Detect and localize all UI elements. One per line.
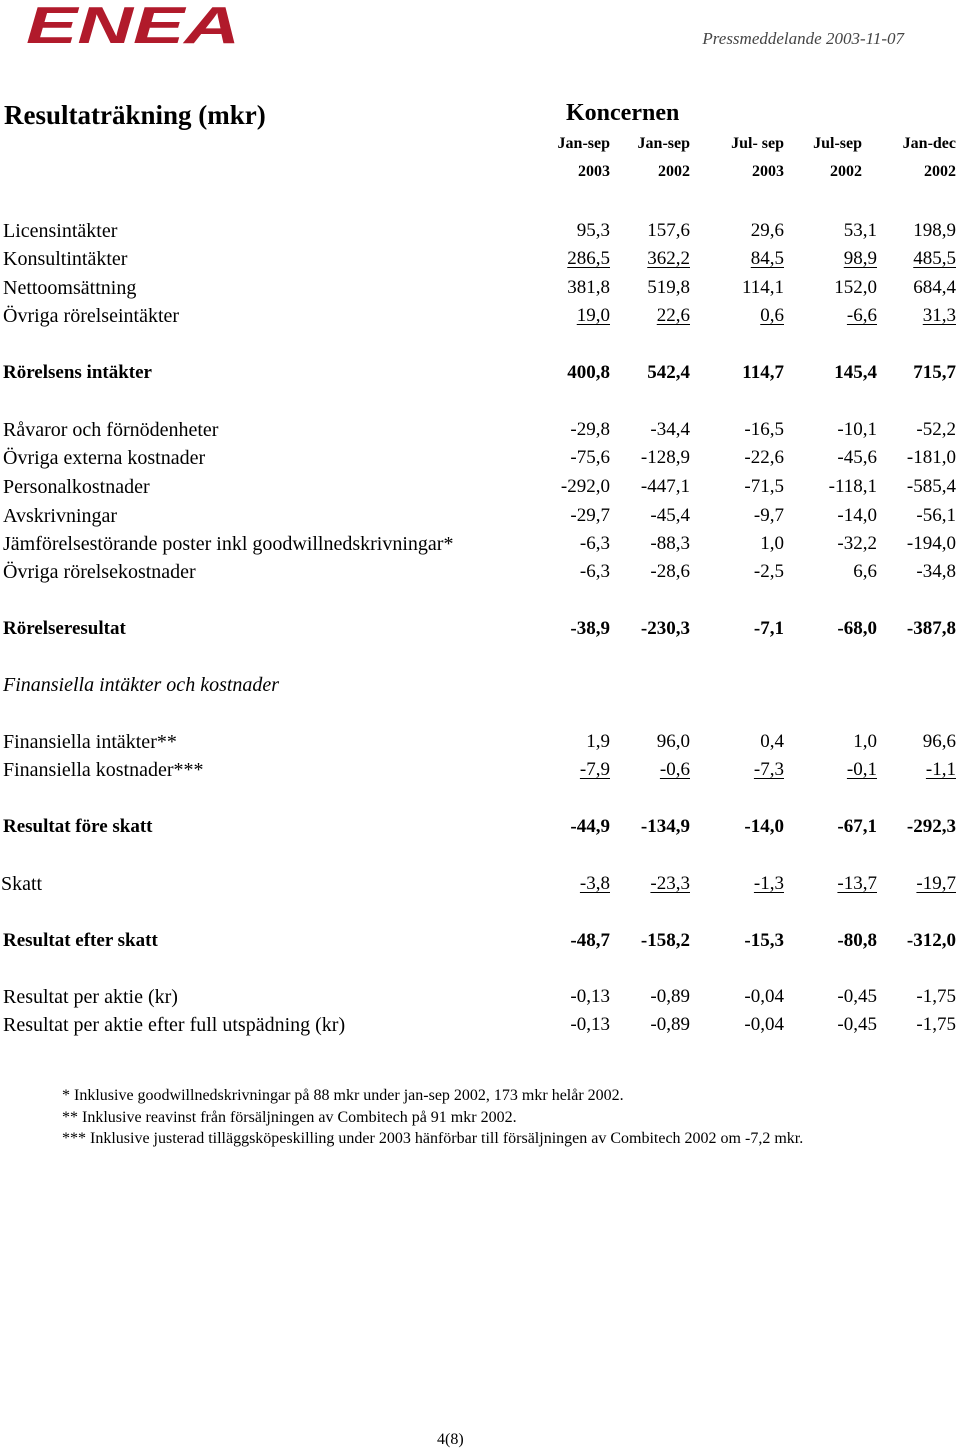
row-value: 98,9 (843, 248, 877, 269)
row-value: 684,4 (913, 277, 956, 298)
row-value: -134,9 (640, 816, 690, 837)
row-label: Licensintäkter (3, 220, 118, 242)
row-value: -585,4 (906, 476, 956, 497)
row-label: Övriga rörelsekostnader (3, 561, 196, 583)
enea-logo (26, 2, 242, 47)
page-number: 4(8) (437, 1431, 464, 1448)
row-value: -447,1 (640, 476, 690, 497)
logo-text: ENEA (26, 2, 240, 47)
column-period: Jul- sep (731, 135, 784, 152)
table-row (0, 305, 960, 333)
row-value: -1,1 (925, 759, 956, 780)
row-value: -118,1 (828, 476, 877, 497)
row-value: 542,4 (647, 362, 690, 383)
row-value: 114,7 (742, 362, 784, 383)
row-value: -230,3 (640, 618, 690, 639)
row-value: -15,3 (744, 930, 784, 951)
row-value: -19,7 (916, 873, 956, 894)
row-value: -29,8 (570, 419, 610, 440)
row-value: 84,5 (750, 248, 784, 269)
table-row (0, 618, 960, 646)
row-value: -6,6 (846, 305, 877, 326)
row-value: 157,6 (647, 220, 690, 241)
row-value: -0,13 (570, 986, 610, 1007)
row-value: -387,8 (906, 618, 956, 639)
row-value: -56,1 (916, 505, 956, 526)
row-value: -0,89 (650, 986, 690, 1007)
table-row (0, 1014, 960, 1042)
row-value: 19,0 (576, 305, 610, 326)
table-row (0, 248, 960, 276)
column-period: Jan-sep (637, 135, 690, 152)
row-value: -0,13 (570, 1014, 610, 1035)
row-value: -48,7 (570, 930, 610, 951)
row-value: 1,0 (853, 731, 877, 752)
column-year: 2002 (658, 163, 690, 180)
row-value: -2,5 (753, 561, 784, 582)
row-label: Resultat efter skatt (3, 930, 158, 951)
row-label: Finansiella intäkter och kostnader (3, 674, 280, 696)
row-value: 0,4 (760, 731, 784, 752)
table-row (0, 731, 960, 759)
table-row (0, 505, 960, 533)
footnote: * Inklusive goodwillnedskrivningar på 88 mkr under jan-sep 2002, 173 mkr helår 2002. (62, 1087, 624, 1104)
row-value: 519,8 (647, 277, 690, 298)
column-period: Jan-sep (557, 135, 610, 152)
column-year: 2003 (578, 163, 610, 180)
table-row (0, 930, 960, 958)
row-value: -292,3 (906, 816, 956, 837)
row-value: -13,7 (837, 873, 877, 894)
row-value: -67,1 (837, 816, 877, 837)
row-value: 400,8 (567, 362, 610, 383)
row-value: -1,75 (916, 1014, 956, 1035)
row-value: 53,1 (843, 220, 877, 241)
press-release-date: Pressmeddelande 2003-11-07 (702, 29, 904, 48)
row-value: -1,75 (916, 986, 956, 1007)
row-value: -0,45 (837, 986, 877, 1007)
row-value: -32,2 (837, 533, 877, 554)
row-value: -16,5 (744, 419, 784, 440)
table-row (0, 447, 960, 475)
row-label: Rörelsens intäkter (3, 362, 152, 383)
row-value: -7,1 (753, 618, 784, 639)
table-row (0, 759, 960, 787)
row-value: 22,6 (656, 305, 690, 326)
row-value: -0,1 (846, 759, 877, 780)
row-value: -7,9 (579, 759, 610, 780)
footnote: ** Inklusive reavinst från försäljningen av Combitech på 91 mkr 2002. (62, 1109, 517, 1126)
row-value: -23,3 (650, 873, 690, 894)
column-year: 2002 (924, 163, 956, 180)
row-value: 362,2 (647, 248, 690, 269)
column-period: Jul-sep (813, 135, 862, 152)
row-value: 381,8 (567, 277, 610, 298)
row-label: Skatt (1, 873, 43, 895)
row-label: Personalkostnader (3, 476, 150, 498)
row-value: -6,3 (579, 533, 610, 554)
row-value: -312,0 (906, 930, 956, 951)
row-value: -28,6 (650, 561, 690, 582)
row-label: Finansiella kostnader*** (3, 759, 204, 781)
row-value: 31,3 (922, 305, 956, 326)
row-label: Jämförelsestörande poster inkl goodwillnedskrivningar* (3, 533, 454, 555)
row-value: 29,6 (750, 220, 784, 241)
row-value: -45,4 (650, 505, 690, 526)
row-label: Övriga rörelseintäkter (3, 305, 180, 327)
table-row (0, 561, 960, 589)
row-value: -0,89 (650, 1014, 690, 1035)
row-label: Resultat före skatt (3, 816, 153, 837)
row-value: -1,3 (753, 873, 784, 894)
row-value: -292,0 (560, 476, 610, 497)
row-value: -0,6 (659, 759, 690, 780)
table-row (0, 476, 960, 504)
row-value: -10,1 (837, 419, 877, 440)
group-heading: Koncernen (566, 100, 680, 126)
row-label: Råvaror och förnödenheter (3, 419, 219, 441)
row-value: -45,6 (837, 447, 877, 468)
row-value: 1,9 (586, 731, 610, 752)
row-label: Konsultintäkter (3, 248, 128, 270)
row-value: -22,6 (744, 447, 784, 468)
row-value: 0,6 (760, 305, 784, 326)
row-value: -44,9 (570, 816, 610, 837)
row-value: -80,8 (837, 930, 877, 951)
row-value: 114,1 (741, 277, 784, 298)
row-label: Nettoomsättning (3, 277, 137, 299)
row-value: 96,0 (656, 731, 690, 752)
row-value: -7,3 (753, 759, 784, 780)
row-label: Övriga externa kostnader (3, 447, 206, 469)
table-row (0, 533, 960, 561)
column-year: 2003 (752, 163, 784, 180)
row-value: -52,2 (916, 419, 956, 440)
row-value: 485,5 (913, 248, 956, 269)
row-label: Avskrivningar (3, 505, 118, 527)
column-year: 2002 (830, 163, 862, 180)
table-row (0, 362, 960, 390)
row-value: -75,6 (570, 447, 610, 468)
row-value: -34,8 (916, 561, 956, 582)
table-row (0, 674, 960, 702)
table-row (0, 816, 960, 844)
row-value: 286,5 (567, 248, 610, 269)
column-period: Jan-dec (902, 135, 956, 152)
row-value: -194,0 (906, 533, 956, 554)
table-row (0, 873, 960, 901)
row-value: -0,04 (744, 986, 784, 1007)
row-value: -34,4 (650, 419, 690, 440)
row-value: -38,9 (570, 618, 610, 639)
row-value: 152,0 (834, 277, 877, 298)
row-value: -0,04 (744, 1014, 784, 1035)
row-value: -128,9 (640, 447, 690, 468)
row-label: Resultat per aktie (kr) (3, 986, 178, 1008)
row-label: Rörelseresultat (3, 618, 126, 639)
row-value: -14,0 (744, 816, 784, 837)
table-row (0, 419, 960, 447)
table-row (0, 220, 960, 248)
row-value: -158,2 (640, 930, 690, 951)
row-value: 95,3 (576, 220, 610, 241)
row-value: -14,0 (837, 505, 877, 526)
row-value: -29,7 (570, 505, 610, 526)
table-row (0, 277, 960, 305)
row-value: -181,0 (906, 447, 956, 468)
row-value: -3,8 (579, 873, 610, 894)
row-value: -6,3 (579, 561, 610, 582)
row-value: -9,7 (753, 505, 784, 526)
row-label: Resultat per aktie efter full utspädning (kr) (3, 1014, 346, 1036)
row-value: -71,5 (744, 476, 784, 497)
row-value: -88,3 (650, 533, 690, 554)
row-value: -0,45 (837, 1014, 877, 1035)
footnote: *** Inklusive justerad tilläggsköpeskilling under 2003 hänförbar till försäljningen av Combitech 2002 om -7,2 mkr. (62, 1130, 804, 1147)
row-value: 1,0 (760, 533, 784, 554)
row-value: 715,7 (913, 362, 956, 383)
row-value: 198,9 (913, 220, 956, 241)
row-value: 96,6 (922, 731, 956, 752)
row-value: 145,4 (834, 362, 877, 383)
table-row (0, 986, 960, 1014)
row-label: Finansiella intäkter** (3, 731, 177, 753)
row-value: -68,0 (837, 618, 877, 639)
page-title: Resultaträkning (mkr) (4, 100, 266, 130)
row-value: 6,6 (853, 561, 877, 582)
